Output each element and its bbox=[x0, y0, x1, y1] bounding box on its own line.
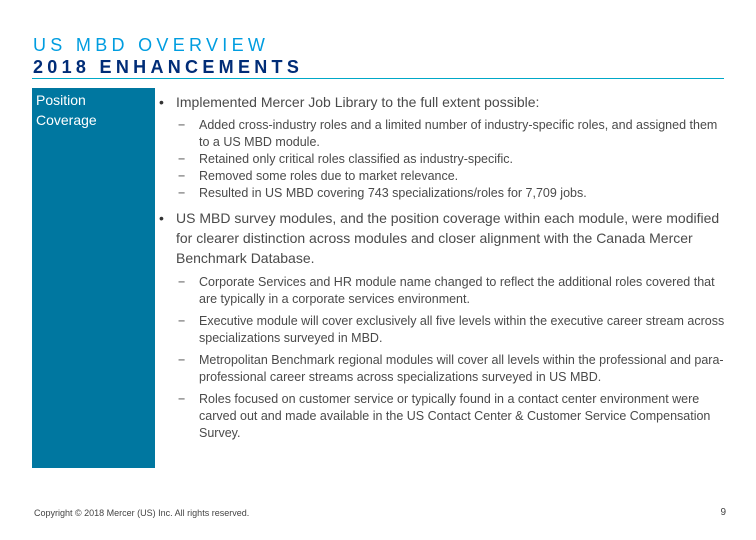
section-label-panel bbox=[32, 88, 155, 468]
sub-list-item bbox=[176, 352, 725, 386]
dash-icon: − bbox=[178, 353, 186, 367]
sub-bullet-text: Retained only critical roles classified as industry-specific. bbox=[199, 152, 514, 166]
dash-icon: − bbox=[178, 169, 186, 183]
sub-bullet-text: Removed some roles due to market relevance. bbox=[199, 169, 459, 183]
sub-list-item bbox=[176, 274, 725, 308]
bullet-text: Implemented Mercer Job Library to the full extent possible: bbox=[176, 94, 540, 110]
sub-list-item bbox=[176, 151, 725, 168]
slide-title bbox=[33, 34, 303, 78]
copyright-notice: Copyright © 2018 Mercer (US) Inc. All rights reserved. bbox=[34, 508, 250, 518]
sub-bullet-text: Resulted in US MBD covering 743 specializations/roles for 7,709 jobs. bbox=[199, 186, 587, 200]
main-bullet-list bbox=[159, 92, 725, 442]
sub-bullet-text: Metropolitan Benchmark regional modules will cover all levels within the professional and para-professional career streams across specializations surveyed in US MBD. bbox=[199, 353, 724, 384]
sub-bullet-text: Added cross-industry roles and a limited number of industry-specific roles, and assigned them to a US MBD module. bbox=[199, 118, 718, 149]
section-label-line-2: Coverage bbox=[36, 112, 97, 128]
dash-icon: − bbox=[178, 152, 186, 166]
dash-icon: − bbox=[178, 186, 186, 200]
sub-list-item bbox=[176, 168, 725, 185]
sub-list-item bbox=[176, 117, 725, 151]
bullet-icon: • bbox=[159, 94, 164, 110]
sub-bullet-text: Executive module will cover exclusively all five levels within the executive career stream across specializations surveyed in MBD. bbox=[199, 314, 725, 345]
title-line-1: US MBD OVERVIEW bbox=[33, 35, 270, 55]
sub-bullet-list bbox=[176, 117, 725, 202]
dash-icon: − bbox=[178, 314, 186, 328]
list-item bbox=[159, 92, 725, 202]
sub-bullet-text: Corporate Services and HR module name changed to reflect the additional roles covered that are typically in a corporate services environment. bbox=[199, 275, 715, 306]
sub-list-item bbox=[176, 185, 725, 202]
sub-bullet-list bbox=[176, 274, 725, 442]
sub-list-item bbox=[176, 391, 725, 442]
sub-list-item bbox=[176, 313, 725, 347]
dash-icon: − bbox=[178, 392, 186, 406]
page-number: 9 bbox=[720, 507, 726, 518]
bullet-icon: • bbox=[159, 210, 164, 226]
list-item bbox=[159, 208, 725, 442]
sub-bullet-text: Roles focused on customer service or typically found in a contact center environment were carved out and made available in the US Contact Center & Customer Service Compensation Survey. bbox=[199, 392, 711, 440]
dash-icon: − bbox=[178, 275, 186, 289]
title-divider bbox=[32, 78, 724, 79]
content-area bbox=[159, 92, 725, 447]
section-label-line-1: Position bbox=[36, 92, 86, 108]
title-line-2: 2018 ENHANCEMENTS bbox=[33, 57, 304, 77]
dash-icon: − bbox=[178, 118, 186, 132]
bullet-text: US MBD survey modules, and the position coverage within each module, were modified for clearer distinction across modules and closer alignment with the Canada Mercer Benchmark Database. bbox=[176, 210, 720, 266]
